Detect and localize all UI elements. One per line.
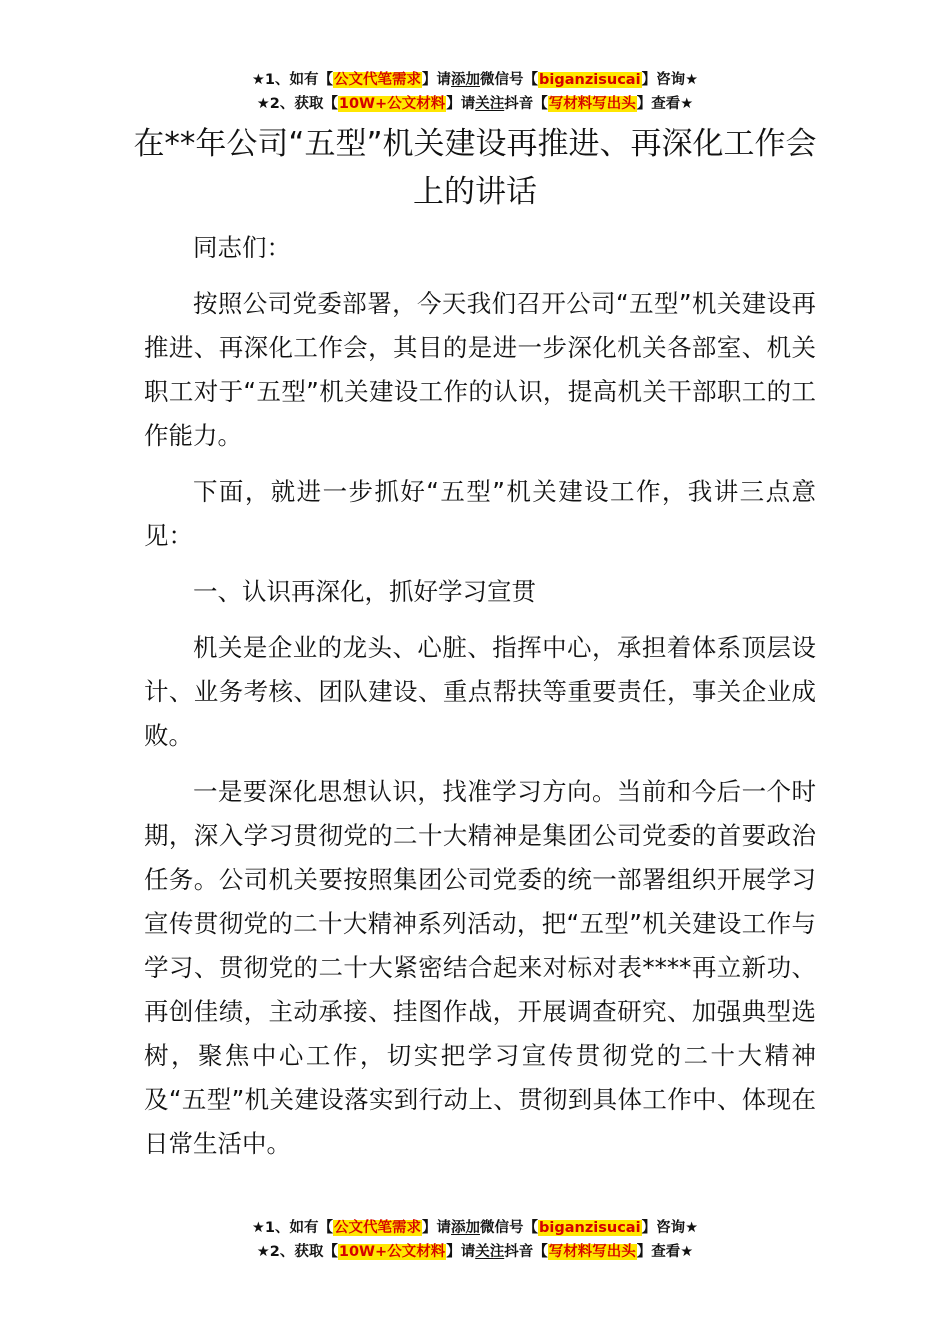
promo-underlined: 添加 (451, 1220, 481, 1236)
document-body (144, 226, 816, 1178)
promo-highlight: 10W+公文材料 (338, 1244, 446, 1260)
section-heading: 一、认识再深化，抓好学习宣贯 (193, 577, 536, 606)
promo-text: ★1、如有【 (251, 72, 334, 88)
promo-line-2 (0, 1240, 950, 1264)
promo-underlined: 关注 (475, 1244, 505, 1260)
promo-text: 】查看★ (636, 1244, 694, 1260)
promo-highlight: 公文代笔需求 (334, 72, 422, 88)
promo-text: ★2、获取【 (256, 1244, 338, 1260)
promo-highlight: biganzisucai (539, 1220, 641, 1236)
promo-highlight: 写材料写出头 (548, 1244, 636, 1260)
promo-text: 】咨询★ (641, 1220, 699, 1236)
promo-text: ★1、如有【 (251, 1220, 334, 1236)
promo-line-1 (0, 1216, 950, 1240)
promo-banner-top (0, 68, 950, 116)
promo-line-2 (0, 92, 950, 116)
promo-text: 】请 (422, 1220, 452, 1236)
promo-text: 微信号【 (480, 72, 539, 88)
promo-text: 抖音【 (504, 96, 548, 112)
promo-text: 抖音【 (504, 1244, 548, 1260)
salutation: 同志们： (193, 233, 291, 262)
promo-text: 】咨询★ (641, 72, 699, 88)
promo-highlight: 公文代笔需求 (334, 1220, 422, 1236)
promo-text: 微信号【 (480, 1220, 539, 1236)
promo-text: ★2、获取【 (256, 96, 338, 112)
promo-line-1 (0, 68, 950, 92)
promo-underlined: 关注 (475, 96, 505, 112)
promo-text: 】查看★ (636, 96, 694, 112)
promo-highlight: biganzisucai (539, 72, 641, 88)
paragraph: 下面，就进一步抓好“五型”机关建设工作，我讲三点意见： (144, 477, 816, 550)
promo-underlined: 添加 (451, 72, 481, 88)
promo-text: 】请 (422, 72, 452, 88)
paragraph: 按照公司党委部署，今天我们召开公司“五型”机关建设再推进、再深化工作会，其目的是进一步深化机关各部室、机关职工对于“五型”机关建设工作的认识，提高机关干部职工的工作能力。 (144, 289, 816, 450)
promo-text: 】请 (446, 1244, 476, 1260)
document-title: 在**年公司“五型”机关建设再推进、再深化工作会上的讲话 (133, 126, 817, 210)
paragraph: 一是要深化思想认识，找准学习方向。当前和今后一个时期，深入学习贯彻党的二十大精神是集团公司党委的首要政治任务。公司机关要按照集团公司党委的统一部署组织开展学习宣传贯彻党的二十大精神系列活动，把“五型”机关建设工作与学习、贯彻党的二十大紧密结合起来对标对表****再立新功、再创佳绩，主动承接、挂图作战，开展调查研究、加强典型选树，聚焦中心工作，切实把学习宣传贯彻党的二十大精神及“五型”机关建设落实到行动上、贯彻到具体工作中、体现在日常生活中。 (144, 777, 816, 1158)
promo-highlight: 写材料写出头 (548, 96, 636, 112)
paragraph: 机关是企业的龙头、心脏、指挥中心，承担着体系顶层设计、业务考核、团队建设、重点帮扶等重要责任，事关企业成败。 (144, 633, 816, 750)
promo-banner-bottom (0, 1216, 950, 1264)
promo-text: 】请 (446, 96, 476, 112)
promo-highlight: 10W+公文材料 (338, 96, 446, 112)
